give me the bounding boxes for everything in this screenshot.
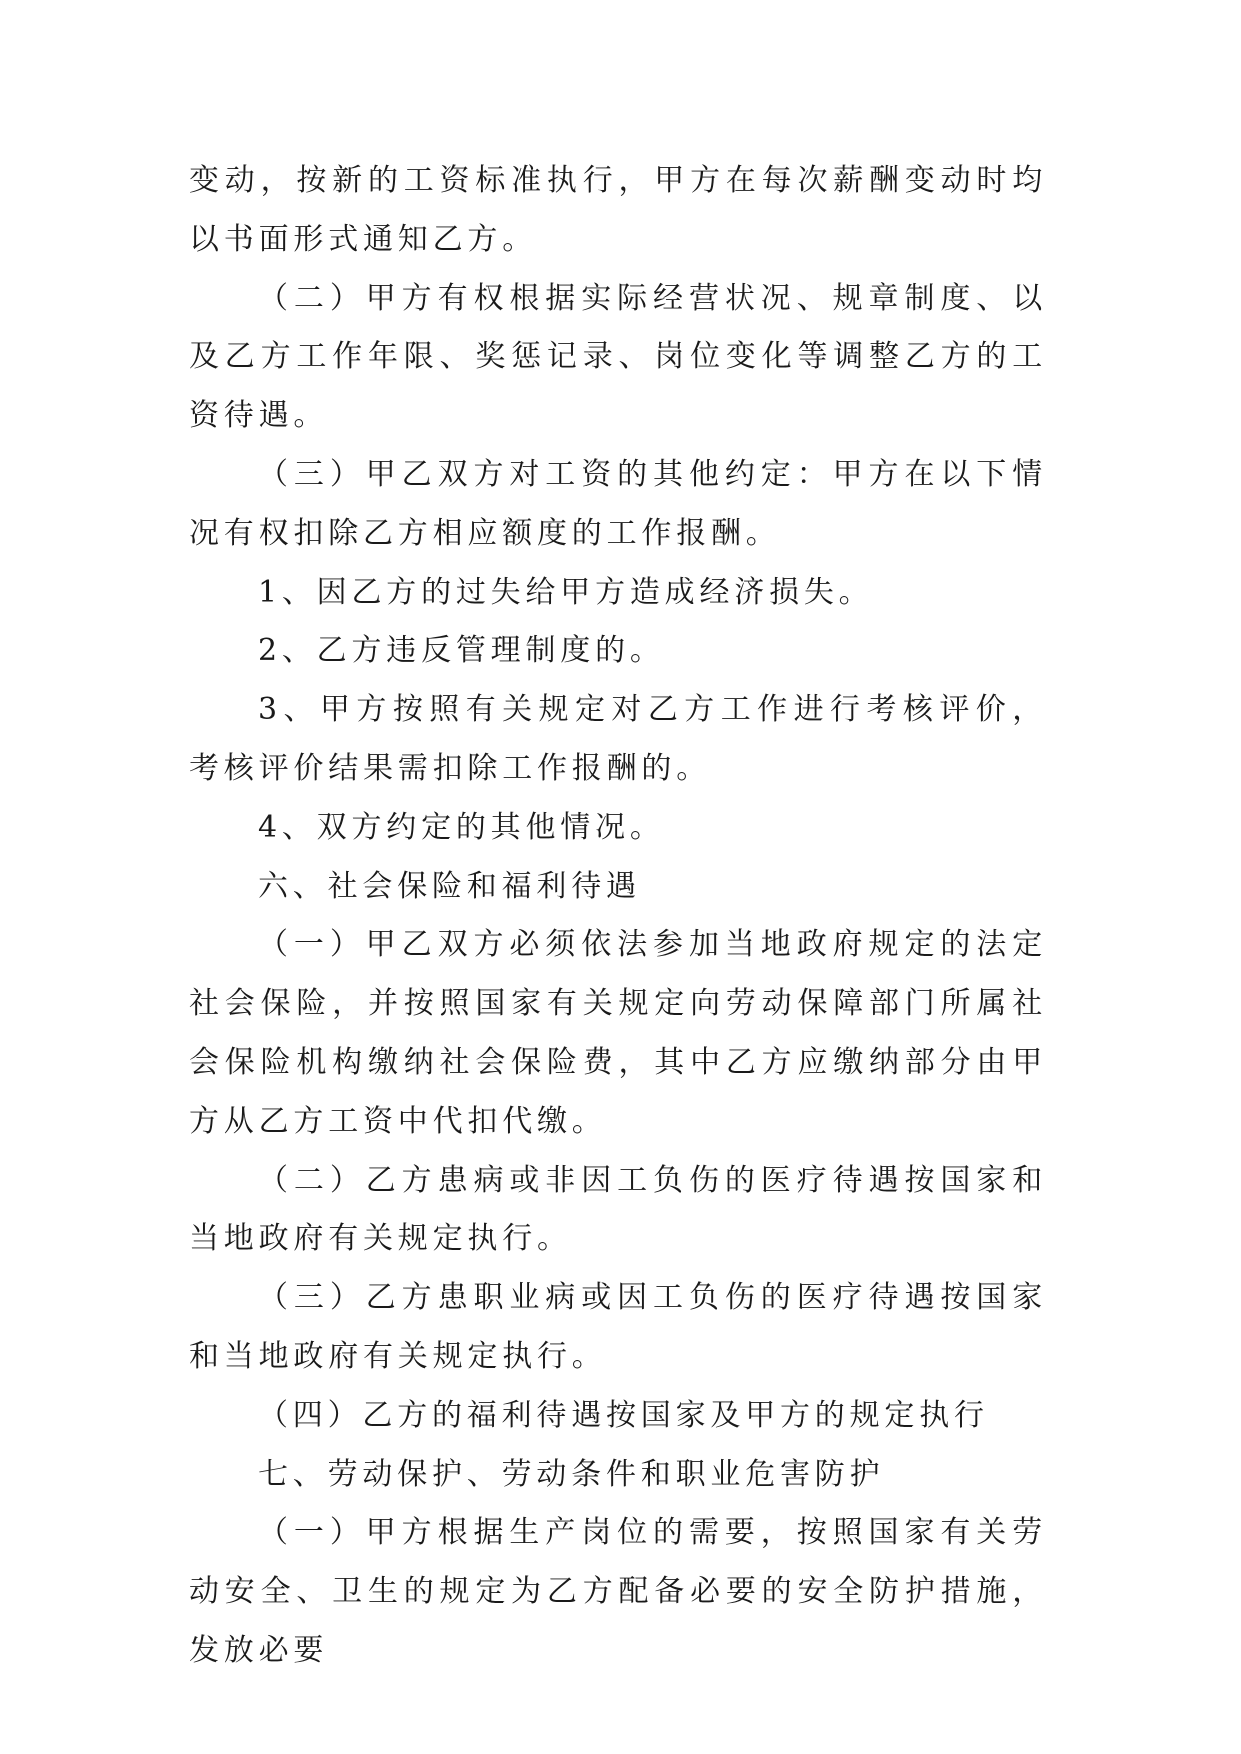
section-heading-social-insurance: 六、社会保险和福利待遇	[258, 868, 641, 904]
list-item-economic-loss: 1、因乙方的过失给甲方造成经济损失。	[258, 574, 874, 610]
paragraph-safety-equipment: （一）甲方根据生产岗位的需要，按照国家有关劳动安全、卫生的规定为乙方配备必要的安全防护措施，发放必要	[189, 1515, 1047, 1668]
list-item-rule-violation: 2、乙方违反管理制度的。	[258, 633, 665, 669]
list-item-assessment: 3、甲方按照有关规定对乙方工作进行考核评价，考核评价结果需扣除工作报酬的。	[189, 692, 1047, 786]
paragraph-salary-other-agreements: （三）甲乙双方对工资的其他约定：甲方在以下情况有权扣除乙方相应额度的工作报酬。	[189, 456, 1047, 551]
section-heading-labor-protection: 七、劳动保护、劳动条件和职业危害防护	[258, 1456, 885, 1492]
document-body	[189, 152, 1047, 1681]
paragraph-welfare-benefits: （四）乙方的福利待遇按国家及甲方的规定执行	[258, 1397, 989, 1433]
paragraph-illness-medical-treatment: （二）乙方患病或非因工负伤的医疗待遇按国家和当地政府有关规定执行。	[189, 1162, 1047, 1257]
paragraph-occupational-injury-treatment: （三）乙方患职业病或因工负伤的医疗待遇按国家和当地政府有关规定执行。	[189, 1280, 1047, 1374]
list-item-other: 4、双方约定的其他情况。	[258, 809, 665, 845]
paragraph-social-insurance-participation: （一）甲乙双方必须依法参加当地政府规定的法定社会保险，并按照国家有关规定向劳动保障部门所属社会保险机构缴纳社会保险费，其中乙方应缴纳部分由甲方从乙方工资中代扣代缴。	[189, 927, 1047, 1139]
paragraph-salary-adjustment: （二）甲方有权根据实际经营状况、规章制度、以及乙方工作年限、奖惩记录、岗位变化等调整乙方的工资待遇。	[189, 280, 1047, 434]
paragraph-salary-change-continued: 变动，按新的工资标准执行，甲方在每次薪酬变动时均以书面形式通知乙方。	[189, 163, 1047, 257]
